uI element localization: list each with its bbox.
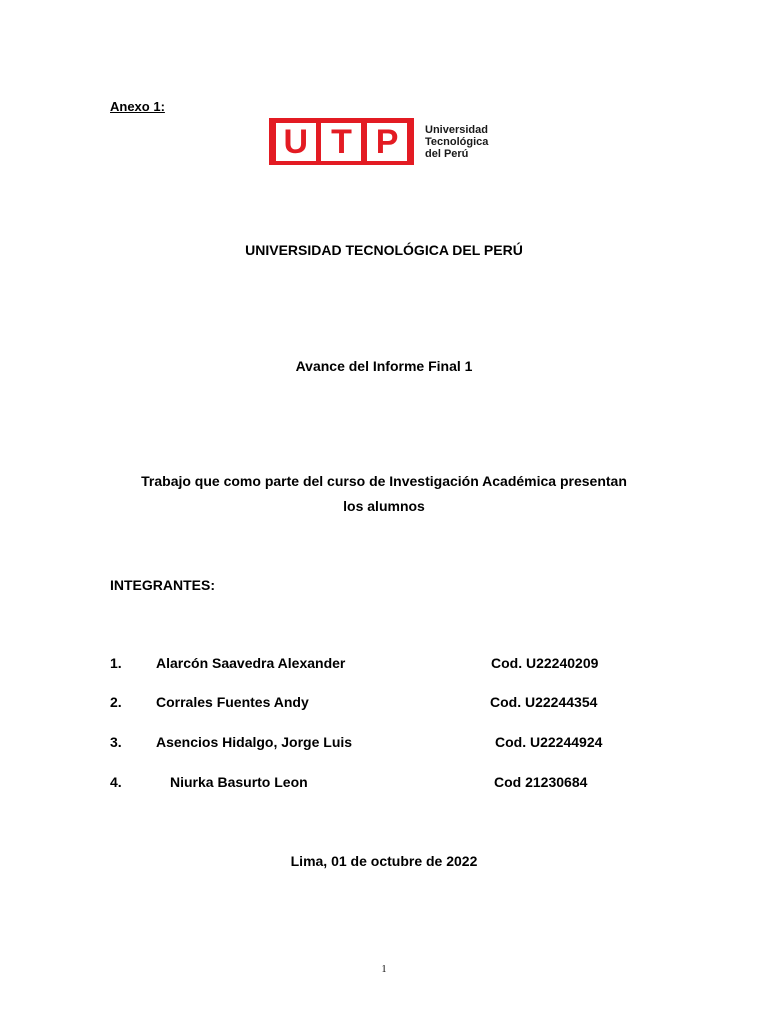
member-row (110, 655, 670, 673)
place-date: Lima, 01 de octubre de 2022 (290, 853, 478, 869)
logo-text-line: del Perú (425, 147, 469, 160)
logo-text-line: Tecnológica (425, 135, 489, 148)
member-name: Niurka Basurto Leon (170, 774, 308, 790)
annex-label: Anexo 1: (110, 99, 165, 114)
logo-wordmark (425, 124, 488, 160)
logo-letter-p: P (367, 123, 407, 161)
member-number: 4. (110, 774, 122, 790)
member-name: Corrales Fuentes Andy (156, 694, 309, 710)
description-line-2: los alumnos (343, 498, 425, 514)
utp-logo (269, 118, 488, 165)
member-code: Cod 21230684 (494, 774, 588, 790)
member-code: Cod. U22240209 (491, 655, 599, 671)
member-row (110, 734, 670, 752)
member-number: 2. (110, 694, 122, 710)
logo-letter-t: T (321, 123, 361, 161)
member-row (110, 774, 670, 792)
logo-letter-u: U (276, 123, 316, 161)
report-title: Avance del Informe Final 1 (295, 358, 473, 374)
member-name: Alarcón Saavedra Alexander (156, 655, 346, 671)
university-name: UNIVERSIDAD TECNOLÓGICA DEL PERÚ (245, 242, 523, 258)
logo-text-line: Universidad (425, 123, 488, 136)
member-code: Cod. U22244924 (495, 734, 603, 750)
member-code: Cod. U22244354 (490, 694, 598, 710)
member-number: 3. (110, 734, 122, 750)
member-number: 1. (110, 655, 122, 671)
member-name: Asencios Hidalgo, Jorge Luis (156, 734, 353, 750)
members-heading: INTEGRANTES: (110, 577, 215, 593)
page-number: 1 (381, 964, 387, 975)
logo-letters-box (269, 118, 414, 165)
member-row (110, 694, 670, 712)
description-line-1: Trabajo que como parte del curso de Investigación Académica presentan (141, 473, 627, 489)
